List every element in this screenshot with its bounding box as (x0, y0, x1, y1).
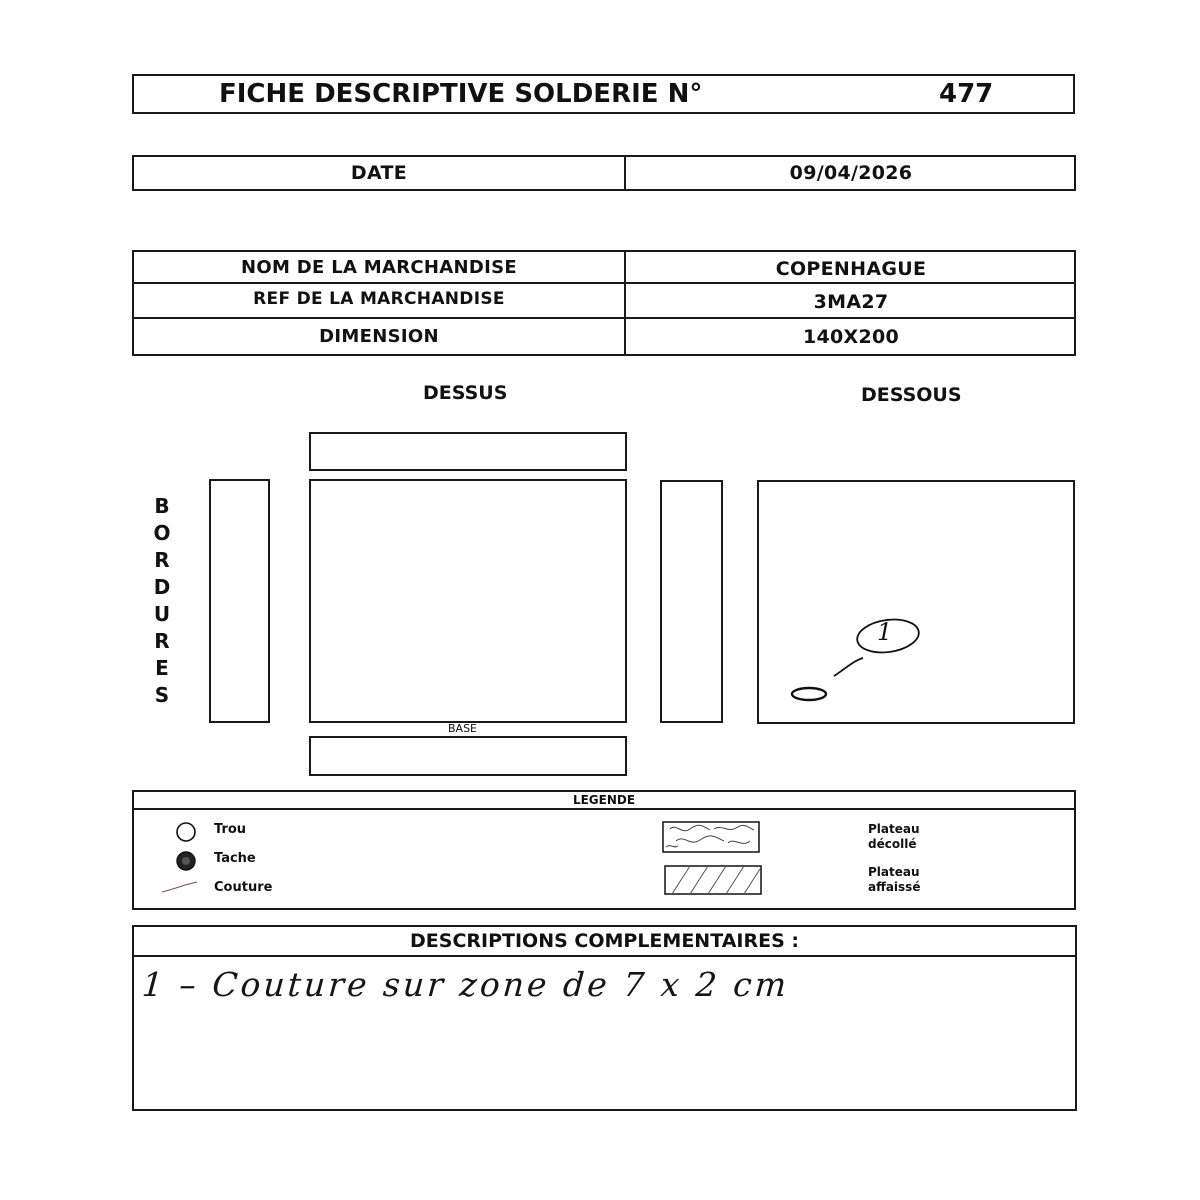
right-border-panel (660, 480, 723, 723)
dessous-label: DESSOUS (861, 384, 962, 406)
date-label: DATE (350, 162, 408, 184)
stain-icon (174, 849, 198, 873)
defect-mark (792, 688, 826, 700)
dessus-label: DESSUS (423, 382, 508, 404)
legend-label-line: Plateau (868, 865, 920, 879)
legend-label-line: affaissé (868, 880, 921, 894)
bordures-letter: R (154, 548, 170, 572)
bordures-letter: E (155, 656, 169, 680)
document-number: 477 (939, 79, 994, 109)
base-panel (309, 736, 627, 776)
wavy-hatch-icon (662, 821, 760, 853)
product-ref-label: REF DE LA MARCHANDISE (253, 289, 505, 309)
legend-label-plateau-decolle (868, 822, 920, 852)
marker-number: 1 (877, 618, 893, 646)
legend-label-line: Plateau (868, 822, 920, 836)
diagonal-hatch-icon (664, 865, 762, 895)
defect-annotation (757, 480, 1075, 724)
date-table (132, 155, 1076, 191)
top-surface-panel (309, 479, 627, 723)
descriptions-box (132, 925, 1077, 1111)
product-dimension-value: 140X200 (802, 326, 900, 348)
product-name-label: NOM DE LA MARCHANDISE (241, 256, 517, 278)
handwritten-note: 1 – Couture sur zone de 7 x 2 cm (140, 965, 791, 1004)
leader-line (834, 658, 863, 676)
legend-title: LEGENDE (572, 793, 636, 807)
date-value: 09/04/2026 (789, 162, 913, 184)
product-ref-value: 3MA27 (813, 291, 889, 313)
legend-label-plateau-affaisse (868, 865, 920, 895)
title-bar (132, 74, 1075, 114)
product-name-value: COPENHAGUE (775, 258, 927, 280)
bordures-letter: R (154, 629, 170, 653)
legend-label-couture: Couture (214, 880, 273, 895)
base-label: BASE (448, 722, 478, 735)
bordures-letter: S (154, 683, 170, 707)
bordures-letter: B (154, 494, 170, 518)
bottom-surface-panel (757, 480, 1075, 724)
legend-label-tache: Tache (214, 851, 256, 866)
bordures-label (150, 496, 174, 706)
product-dimension-label: DIMENSION (319, 325, 439, 347)
bordures-letter: D (153, 575, 171, 599)
product-table (132, 250, 1076, 356)
legend-label-line: décollé (868, 837, 917, 851)
bordures-letter: O (153, 521, 171, 545)
bordures-letter: U (153, 602, 171, 626)
hole-icon (174, 820, 198, 844)
top-border-panel (309, 432, 627, 471)
legend-box (132, 790, 1076, 910)
seam-icon (160, 878, 200, 898)
left-border-panel (209, 479, 270, 723)
descriptions-title: DESCRIPTIONS COMPLEMENTAIRES : (410, 930, 799, 952)
legend-label-trou: Trou (214, 822, 247, 837)
document-title: FICHE DESCRIPTIVE SOLDERIE N° (219, 79, 703, 109)
